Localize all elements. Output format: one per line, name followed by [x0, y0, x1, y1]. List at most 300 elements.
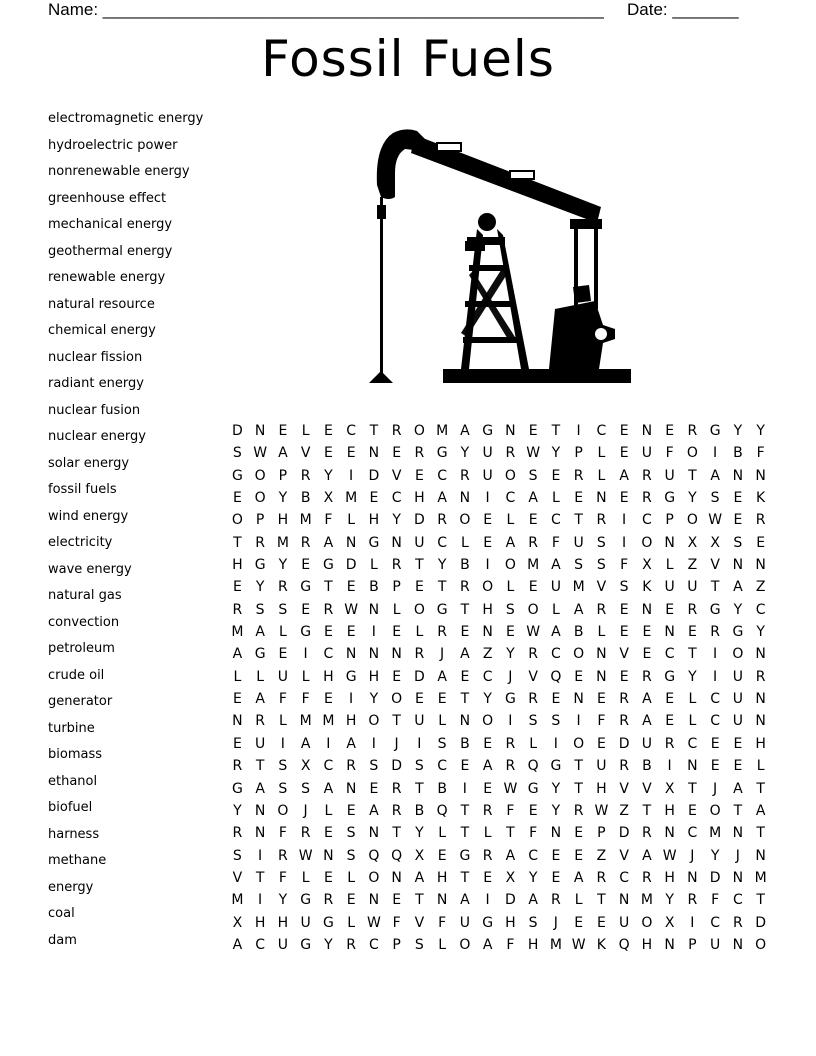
grid-letter: I — [303, 646, 308, 663]
grid-letter: G — [368, 534, 380, 551]
grid-letter: E — [414, 579, 424, 596]
grid-letter: E — [551, 847, 561, 864]
grid-letter: U — [732, 668, 743, 685]
grid-letter: N — [732, 467, 744, 484]
grid-letter: Z — [482, 646, 493, 663]
grid-letter: L — [597, 624, 606, 641]
grid-letter: Y — [688, 668, 697, 685]
grid-letter: N — [732, 557, 744, 574]
grid-letter: O — [413, 601, 425, 618]
grid-letter: E — [551, 691, 561, 708]
grid-letter: I — [713, 445, 718, 462]
grid-letter: D — [755, 914, 767, 931]
grid-row — [226, 689, 772, 711]
grid-letter: V — [596, 579, 607, 596]
word-list-item: ethanol — [48, 773, 98, 789]
grid-letter: A — [733, 579, 743, 596]
grid-letter: M — [754, 869, 767, 886]
grid-letter: F — [529, 825, 538, 842]
grid-letter: T — [392, 713, 401, 730]
grid-letter: S — [596, 534, 606, 551]
grid-letter: L — [597, 445, 606, 462]
grid-letter: O — [641, 914, 653, 931]
grid-letter: R — [437, 624, 447, 641]
grid-letter: N — [687, 869, 698, 886]
grid-letter: R — [642, 825, 652, 842]
grid-letter: T — [688, 467, 697, 484]
grid-letter: O — [641, 534, 653, 551]
grid-letter: R — [414, 445, 425, 462]
grid-letter: R — [255, 534, 265, 551]
grid-letter: N — [664, 534, 675, 551]
grid-letter: S — [346, 847, 356, 864]
grid-letter: O — [254, 490, 266, 507]
grid-letter: J — [553, 914, 558, 931]
grid-letter: S — [255, 601, 265, 618]
grid-letter: E — [392, 445, 402, 462]
grid-letter: T — [574, 758, 583, 775]
grid-letter: L — [688, 713, 697, 730]
grid-letter: N — [755, 467, 766, 484]
grid-letter: I — [326, 735, 331, 752]
grid-letter: G — [732, 624, 744, 641]
grid-letter: T — [756, 892, 765, 909]
grid-letter: R — [687, 601, 698, 618]
grid-letter: T — [437, 579, 447, 596]
grid-letter: M — [640, 892, 653, 909]
grid-letter: U — [277, 936, 288, 953]
grid-letter: B — [437, 780, 447, 797]
grid-letter: M — [231, 624, 244, 641]
grid-letter: Y — [506, 646, 515, 663]
grid-row — [226, 711, 772, 733]
grid-letter: B — [300, 490, 311, 507]
grid-letter: E — [596, 691, 606, 708]
grid-letter: O — [368, 713, 380, 730]
grid-letter: N — [550, 825, 562, 842]
grid-letter: E — [665, 423, 675, 439]
grid-letter: S — [733, 534, 743, 551]
grid-letter: Y — [278, 490, 288, 507]
grid-letter: E — [665, 713, 675, 730]
grid-letter: S — [369, 758, 379, 775]
grid-letter: L — [301, 668, 310, 685]
grid-letter: U — [687, 579, 698, 596]
grid-letter: D — [618, 825, 630, 842]
grid-letter: L — [324, 802, 333, 819]
word-list-item: wave energy — [48, 561, 132, 577]
grid-letter: W — [344, 601, 359, 618]
grid-letter: N — [345, 780, 357, 797]
word-list-item: mechanical energy — [48, 217, 173, 232]
grid-letter: O — [504, 467, 516, 484]
grid-letter: A — [642, 691, 652, 708]
grid-letter: J — [303, 802, 308, 819]
grid-letter: E — [528, 579, 538, 596]
grid-letter: V — [300, 445, 311, 462]
grid-row — [226, 667, 772, 689]
grid-letter: Q — [550, 668, 562, 685]
grid-letter: U — [277, 668, 288, 685]
grid-letter: C — [710, 691, 721, 708]
grid-letter: A — [482, 936, 493, 953]
grid-letter: E — [596, 914, 606, 931]
grid-letter: O — [368, 869, 380, 886]
grid-letter: G — [436, 445, 448, 462]
grid-letter: E — [710, 735, 720, 752]
grid-letter: L — [551, 490, 560, 507]
grid-letter: T — [506, 825, 515, 842]
grid-letter: Y — [733, 423, 743, 439]
word-list-item: energy — [48, 879, 94, 895]
grid-letter: D — [231, 423, 243, 439]
grid-letter: R — [232, 758, 243, 775]
word-list-item: generator — [48, 694, 113, 709]
grid-letter: E — [232, 691, 242, 708]
grid-letter: L — [688, 691, 697, 708]
grid-letter: R — [755, 668, 766, 685]
grid-letter: A — [232, 646, 243, 663]
grid-letter: N — [755, 847, 766, 864]
grid-letter: R — [482, 847, 493, 864]
grid-letter: Q — [436, 802, 448, 819]
grid-letter: E — [346, 624, 356, 641]
grid-letter: C — [710, 914, 721, 931]
grid-letter: S — [346, 825, 356, 842]
grid-letter: E — [733, 512, 743, 529]
grid-letter: E — [323, 825, 333, 842]
grid-letter: A — [573, 869, 584, 886]
grid-letter: R — [505, 758, 516, 775]
grid-letter: L — [278, 624, 287, 641]
grid-letter: N — [459, 490, 471, 507]
grid-letter: R — [278, 579, 288, 596]
grid-letter: X — [710, 534, 720, 551]
grid-letter: O — [573, 735, 585, 752]
grid-letter: N — [505, 423, 516, 439]
grid-letter: F — [278, 869, 287, 886]
grid-letter: M — [345, 490, 358, 507]
grid-letter: E — [278, 646, 288, 663]
grid-letter: H — [368, 512, 380, 529]
grid-letter: L — [256, 668, 265, 685]
grid-letter: C — [619, 869, 630, 886]
grid-letter: E — [619, 445, 629, 462]
grid-letter: E — [619, 668, 629, 685]
grid-letter: N — [345, 534, 357, 551]
grid-letter: E — [483, 780, 493, 797]
grid-letter: L — [597, 467, 606, 484]
grid-letter: N — [368, 825, 380, 842]
grid-letter: K — [756, 490, 766, 507]
grid-letter: E — [642, 624, 652, 641]
grid-letter: Y — [483, 691, 492, 708]
grid-letter: R — [642, 869, 652, 886]
grid-letter: V — [232, 869, 243, 886]
word-list-item: electricity — [48, 535, 113, 550]
grid-letter: Y — [415, 825, 424, 842]
grid-letter: G — [231, 780, 243, 797]
grid-letter: T — [460, 601, 470, 618]
grid-letter: R — [346, 936, 356, 953]
grid-letter: H — [277, 914, 289, 931]
grid-letter: H — [232, 557, 243, 574]
grid-letter: R — [232, 601, 243, 618]
grid-letter: D — [368, 467, 380, 484]
grid-letter: N — [368, 601, 380, 618]
grid-letter: C — [391, 490, 402, 507]
grid-letter: A — [255, 780, 265, 797]
grid-letter: W — [526, 624, 541, 641]
grid-letter: E — [346, 445, 356, 462]
grid-letter: E — [574, 825, 584, 842]
grid-letter: F — [711, 892, 720, 909]
grid-letter: A — [437, 668, 447, 685]
grid-letter: F — [756, 445, 765, 462]
grid-letter: E — [460, 758, 470, 775]
grid-letter: F — [620, 557, 629, 574]
grid-letter: Y — [324, 936, 333, 953]
grid-letter: N — [232, 713, 243, 730]
grid-letter: R — [414, 646, 425, 663]
page-title: Fossil Fuels — [261, 30, 555, 88]
grid-letter: A — [460, 646, 470, 663]
grid-letter: R — [300, 534, 311, 551]
grid-letter: L — [278, 713, 287, 730]
grid-letter: E — [710, 758, 720, 775]
grid-letter: T — [710, 579, 720, 596]
grid-letter: X — [300, 758, 311, 775]
grid-letter: N — [641, 601, 653, 618]
grid-letter: U — [482, 467, 493, 484]
grid-letter: G — [436, 601, 448, 618]
grid-letter: S — [528, 467, 538, 484]
grid-letter: N — [596, 646, 607, 663]
grid-letter: S — [437, 735, 447, 752]
grid-letter: E — [483, 869, 493, 886]
grid-letter: L — [301, 869, 310, 886]
grid-letter: E — [278, 423, 288, 439]
grid-letter: A — [278, 445, 288, 462]
grid-letter: D — [345, 557, 357, 574]
grid-row — [226, 466, 772, 488]
grid-letter: R — [642, 490, 652, 507]
grid-letter: P — [278, 467, 288, 484]
grid-letter: I — [485, 892, 490, 909]
grid-letter: X — [414, 847, 425, 864]
word-list-item: nuclear fission — [48, 349, 143, 365]
grid-letter: N — [368, 892, 380, 909]
grid-letter: G — [482, 423, 494, 439]
grid-letter: V — [642, 780, 652, 797]
grid-letter: K — [642, 579, 652, 596]
grid-letter: E — [528, 512, 538, 529]
grid-letter: B — [642, 758, 652, 775]
grid-row — [226, 622, 772, 644]
grid-letter: V — [710, 557, 720, 574]
grid-row — [226, 913, 772, 935]
word-list-item: turbine — [48, 720, 95, 736]
grid-letter: R — [733, 914, 743, 931]
grid-letter: C — [528, 847, 539, 864]
grid-letter: W — [571, 936, 586, 953]
grid-letter: M — [572, 579, 585, 596]
grid-letter: J — [735, 847, 740, 864]
word-list-item: convection — [48, 614, 120, 630]
grid-letter: N — [732, 869, 744, 886]
grid-letter: B — [460, 557, 470, 574]
grid-letter: L — [574, 892, 583, 909]
grid-row — [226, 600, 772, 622]
grid-letter: E — [528, 423, 538, 439]
grid-letter: H — [436, 869, 448, 886]
grid-letter: F — [324, 512, 333, 529]
grid-letter: W — [253, 445, 268, 462]
grid-letter: V — [619, 847, 629, 864]
grid-letter: I — [576, 423, 581, 439]
grid-letter: U — [414, 713, 425, 730]
grid-letter: S — [232, 847, 242, 864]
grid-letter: M — [549, 936, 562, 953]
grid-letter: E — [392, 624, 402, 641]
grid-letter: U — [300, 914, 311, 931]
grid-letter: G — [550, 758, 562, 775]
grid-letter: S — [414, 936, 424, 953]
grid-letter: L — [460, 534, 469, 551]
grid-letter: H — [596, 780, 607, 797]
grid-letter: O — [413, 423, 425, 439]
grid-letter: C — [664, 646, 675, 663]
word-list-item: natural resource — [48, 296, 155, 312]
grid-letter: F — [392, 914, 401, 931]
grid-letter: D — [413, 512, 425, 529]
grid-letter: S — [619, 579, 629, 596]
grid-letter: E — [301, 557, 311, 574]
grid-letter: O — [231, 512, 243, 529]
grid-letter: Y — [369, 691, 379, 708]
grid-letter: R — [346, 758, 356, 775]
grid-row — [226, 868, 772, 890]
grid-row — [226, 734, 772, 756]
grid-letter: E — [232, 735, 242, 752]
grid-letter: T — [415, 892, 424, 909]
grid-letter: Z — [596, 847, 607, 864]
grid-letter: N — [596, 668, 607, 685]
grid-letter: I — [667, 758, 672, 775]
grid-letter: K — [596, 936, 606, 953]
grid-letter: N — [368, 646, 380, 663]
grid-letter: S — [505, 601, 515, 618]
grid-letter: G — [345, 668, 357, 685]
grid-letter: E — [574, 914, 584, 931]
word-list-item: harness — [48, 826, 100, 842]
grid-letter: H — [527, 936, 539, 953]
grid-letter: R — [323, 892, 334, 909]
grid-letter: B — [460, 735, 470, 752]
grid-letter: E — [323, 445, 333, 462]
grid-letter: G — [709, 423, 721, 439]
grid-letter: A — [346, 735, 356, 752]
grid-letter: Y — [460, 445, 470, 462]
grid-letter: R — [323, 601, 334, 618]
grid-letter: W — [366, 914, 381, 931]
grid-letter: N — [755, 646, 766, 663]
grid-letter: W — [594, 802, 609, 819]
grid-letter: E — [619, 601, 629, 618]
grid-letter: O — [482, 579, 494, 596]
grid-letter: R — [710, 624, 720, 641]
grid-letter: Y — [551, 445, 561, 462]
grid-letter: X — [642, 557, 652, 574]
grid-letter: R — [391, 802, 402, 819]
grid-letter: E — [619, 624, 629, 641]
grid-letter: R — [642, 668, 652, 685]
grid-letter: E — [574, 847, 584, 864]
name-field-label: Name: _____________________________________________________ — [48, 0, 604, 19]
grid-letter: W — [662, 847, 677, 864]
grid-letter: I — [349, 467, 354, 484]
grid-letter: D — [504, 892, 516, 909]
grid-letter: E — [346, 579, 356, 596]
word-list-item: nuclear fusion — [48, 402, 141, 418]
grid-letter: Z — [755, 579, 766, 596]
grid-letter: G — [504, 691, 516, 708]
grid-letter: B — [414, 802, 425, 819]
grid-letter: E — [437, 847, 447, 864]
grid-letter: V — [414, 914, 425, 931]
grid-letter: J — [508, 668, 513, 685]
grid-letter: M — [299, 713, 312, 730]
grid-letter: L — [347, 914, 356, 931]
word-list-item: dam — [48, 932, 77, 948]
grid-letter: E — [346, 802, 356, 819]
grid-letter: C — [346, 423, 357, 439]
grid-letter: H — [254, 914, 266, 931]
grid-row — [226, 890, 772, 912]
grid-letter: A — [437, 490, 447, 507]
grid-letter: A — [300, 735, 311, 752]
grid-letter: Y — [528, 869, 538, 886]
grid-letter: L — [438, 825, 447, 842]
grid-letter: N — [459, 713, 471, 730]
grid-letter: M — [299, 512, 312, 529]
grid-letter: J — [440, 646, 445, 663]
grid-row — [226, 823, 772, 845]
grid-letter: I — [508, 713, 513, 730]
grid-letter: X — [232, 914, 243, 931]
grid-letter: E — [551, 869, 561, 886]
grid-letter: P — [597, 825, 606, 842]
word-list-item: solar energy — [48, 455, 130, 471]
grid-letter: L — [506, 512, 515, 529]
grid-letter: A — [619, 467, 629, 484]
word-list-item: biofuel — [48, 800, 93, 815]
grid-letter: L — [438, 936, 447, 953]
grid-letter: Y — [551, 780, 561, 797]
grid-letter: L — [347, 512, 356, 529]
grid-letter: U — [732, 713, 743, 730]
grid-letter: P — [255, 512, 265, 529]
grid-letter: X — [664, 914, 675, 931]
grid-letter: E — [301, 601, 311, 618]
grid-letter: C — [482, 668, 493, 685]
word-list-item: nonrenewable energy — [48, 164, 190, 179]
grid-letter: X — [687, 534, 698, 551]
grid-row — [226, 935, 772, 957]
grid-letter: N — [732, 936, 744, 953]
grid-letter: O — [732, 646, 744, 663]
grid-letter: J — [713, 780, 718, 797]
